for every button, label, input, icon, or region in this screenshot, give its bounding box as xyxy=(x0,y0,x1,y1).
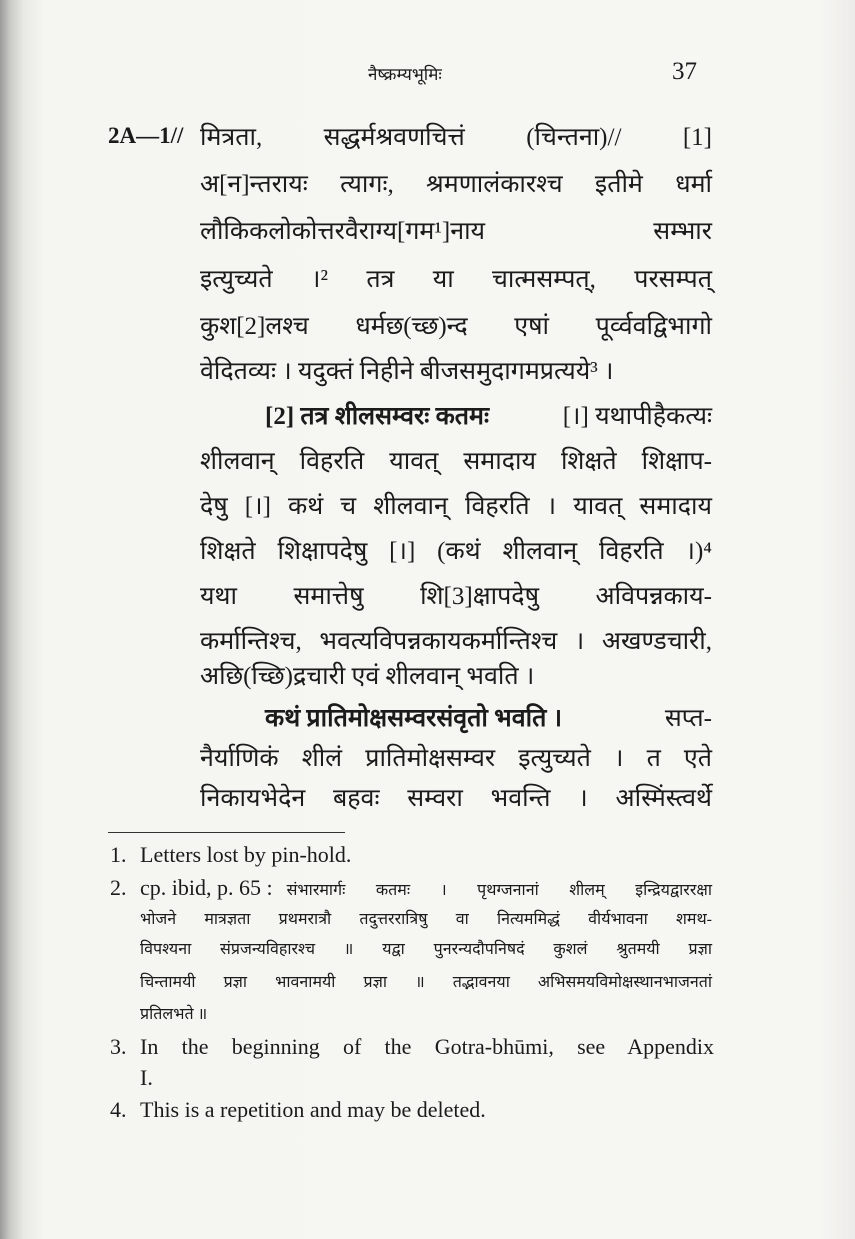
text-line: मित्रता, सद्धर्मश्रवणचित्तं (चिन्तना)// [1] xyxy=(200,124,712,151)
section-heading: कथं प्रातिमोक्षसम्वरसंवृतो भवति । xyxy=(265,705,563,732)
text-line: वेदितव्यः । यदुक्तं निहीने बीजसमुदागमप्रत्यये³ । xyxy=(200,358,614,385)
text-line: लौकिकलोकोत्तरवैराग्य[गम¹]नाय सम्भार xyxy=(200,218,712,245)
folio-marker: 2A—1// xyxy=(108,123,184,148)
text-line: निकायभेदेन बहवः सम्वरा भवन्ति । अस्मिंस्त्वर्थे xyxy=(200,785,712,812)
text-line: [।] यथापीहैकत्यः xyxy=(562,403,712,430)
footnote-number: 2. xyxy=(110,875,127,900)
footnote-text: I. xyxy=(140,1065,153,1090)
running-title: नैष्क्रम्यभूमिः xyxy=(368,65,442,84)
footnote-number: 3. xyxy=(110,1034,127,1059)
text-line: नैर्याणिकं शीलं प्रातिमोक्षसम्वर इत्युच्यते । त एते xyxy=(200,745,712,772)
text-line: शीलवान् विहरति यावत् समादाय शिक्षते शिक्षाप- xyxy=(200,448,712,475)
text-line: अ[न]न्तरायः त्यागः, श्रमणालंकारश्च इतीमे धर्मा xyxy=(200,171,712,198)
footnote-rule xyxy=(108,832,345,833)
footnote-text: cp. ibid, p. 65 : xyxy=(140,875,273,900)
page-number: 37 xyxy=(672,58,697,85)
footnote-sanskrit: संभारमार्गः कतमः । पृथग्जनानां शीलम् इन्द्रियद्वाररक्षा xyxy=(286,882,712,899)
text-line: यथा समात्तेषु शि[3]क्षापदेषु अविपन्नकाय- xyxy=(200,583,712,610)
text-line: शिक्षते शिक्षापदेषु [।] (कथं शीलवान् विहरति ।)⁴ xyxy=(200,538,712,565)
footnote-sanskrit: प्रतिलभते ॥ xyxy=(140,1006,208,1023)
footnote-sanskrit: भोजने मात्रज्ञता प्रथमरात्रौ तदुत्तररात्रिषु वा नित्यममिद्धं वीर्यभावना शमथ- xyxy=(140,911,712,928)
footnote-text: Letters lost by pin-hold. xyxy=(140,842,352,867)
footnote-number: 1. xyxy=(110,842,127,867)
text-line: अछि(च्छि)द्रचारी एवं शीलवान् भवति । xyxy=(200,663,535,690)
text-line: कर्मान्तिश्च, भवत्यविपन्नकायकर्मान्तिश्च । अखण्डचारी, xyxy=(200,628,712,655)
footnote-2-first-line xyxy=(140,873,712,906)
section-heading: [2] तत्र शीलसम्वरः कतमः xyxy=(265,403,490,430)
text-line: देषु [।] कथं च शीलवान् विहरति । यावत् समादाय xyxy=(200,493,712,520)
text-line: कुश[2]लश्च धर्मछ(च्छ)न्द एषां पूर्व्ववद्विभागो xyxy=(200,313,712,340)
footnote-sanskrit: चिन्तामयी प्रज्ञा भावनामयी प्रज्ञा ॥ तद्भावनया अभिसमयविमोक्षस्थानभाजनतां xyxy=(140,974,712,991)
footnote-text: In the beginning of the Gotra-bhūmi, see Appendix xyxy=(140,1034,714,1059)
footnote-number: 4. xyxy=(110,1097,127,1122)
footnote-text: This is a repetition and may be deleted. xyxy=(140,1097,486,1122)
text-line: सप्त- xyxy=(664,705,712,732)
text-line: इत्युच्यते ।² तत्र या चात्मसम्पत्, परसम्पत् xyxy=(200,266,712,293)
footnote-sanskrit: विपश्यना संप्रजन्यविहारश्च ॥ यद्वा पुनरन्यदौपनिषदं कुशलं श्रुतमयी प्रज्ञा xyxy=(140,941,712,958)
